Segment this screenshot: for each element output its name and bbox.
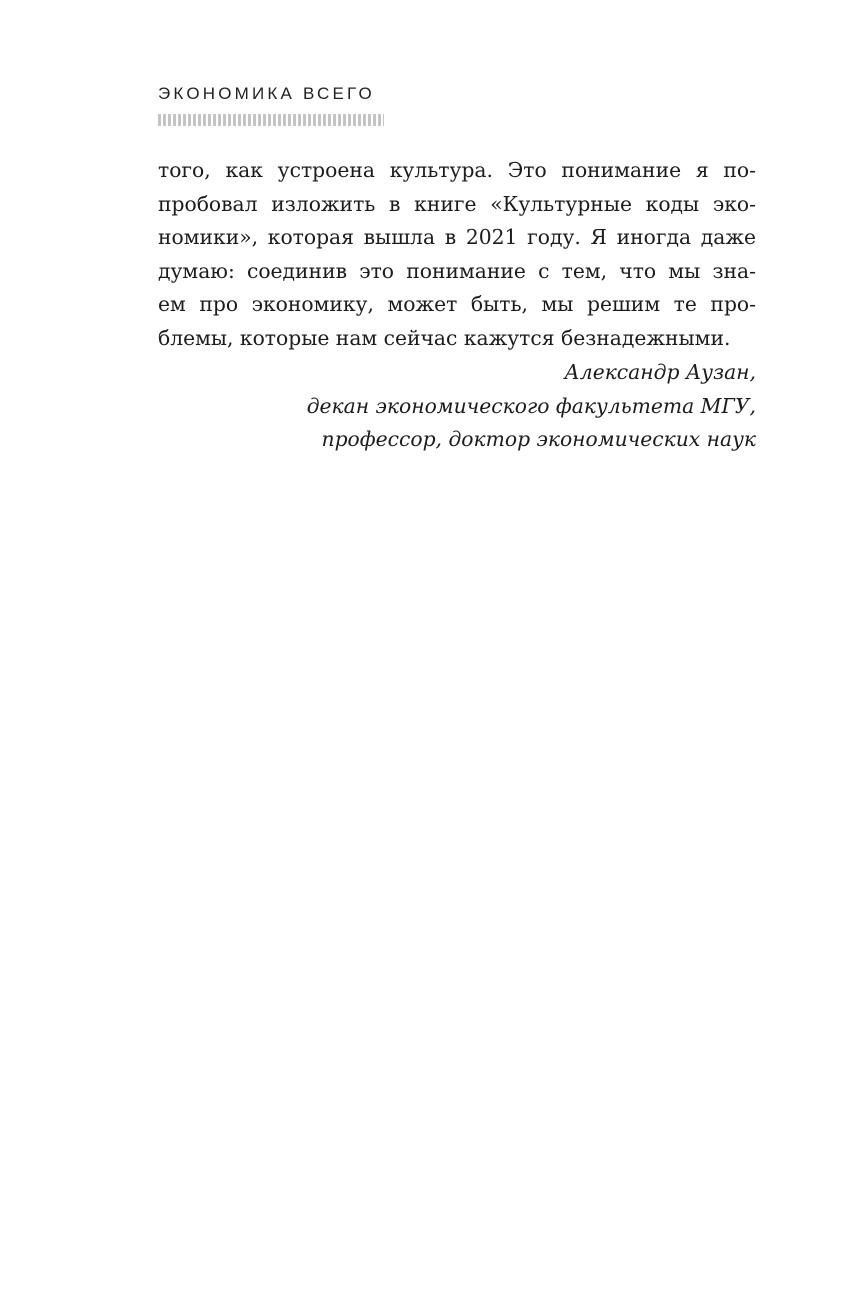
author-position: декан экономического факультета МГУ, [306,393,756,418]
author-degree: профессор, доктор экономических наук [321,427,756,452]
paragraph-line: того, как устроена культура. Это понимание я по- [158,158,756,182]
attribution-block [307,356,756,457]
paragraph-line: думаю: соединив это понимание с тем, что мы зна- [158,258,756,283]
running-head-title: ЭКОНОМИКА ВСЕГО [158,84,375,103]
paragraph-line: блемы, которые нам сейчас кажутся безнадежными. [158,325,731,350]
paragraph-line: номики», которая вышла в 2021 году. Я иногда даже [158,225,756,250]
author-name: Александр Аузан, [564,360,756,384]
paragraph-line: пробовал изложить в книге «Культурные коды эко- [158,191,756,216]
paragraph-line: ем про экономику, может быть, мы решим те про- [158,292,756,317]
body-paragraph [158,154,756,356]
running-head-rule [158,114,384,126]
